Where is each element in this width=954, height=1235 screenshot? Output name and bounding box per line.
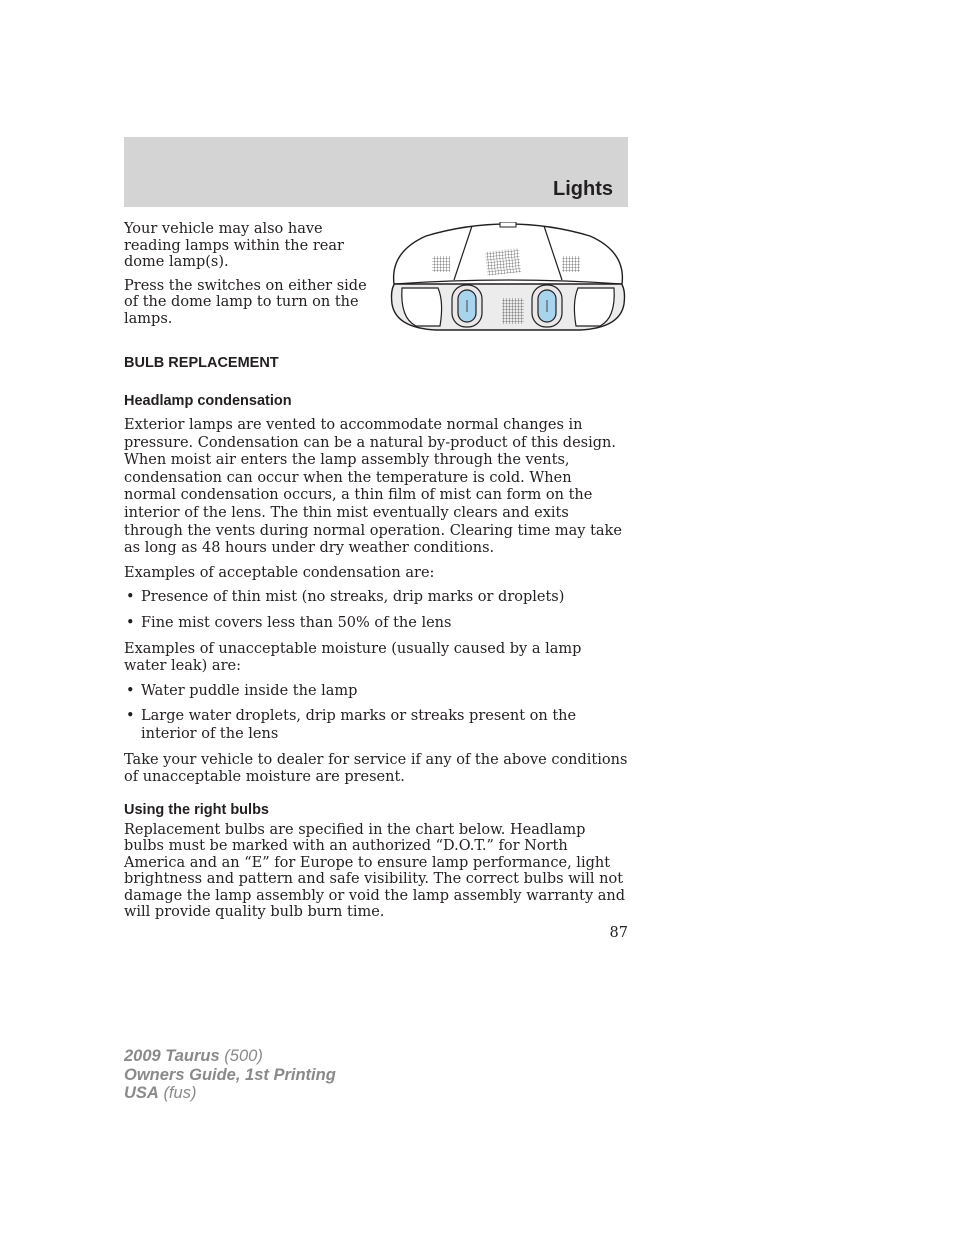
list-item-text: Large water droplets, drip marks or streaks present on the interior of the lens bbox=[141, 708, 577, 742]
section-heading-bulb-replacement: BULB REPLACEMENT bbox=[124, 355, 279, 371]
unacceptable-intro: Examples of unacceptable moisture (usually caused by a lamp water leak) are: bbox=[124, 640, 582, 675]
intro-paragraph-2: Press the switches on either side of the dome lamp to turn on the lamps. bbox=[124, 277, 367, 327]
footer-market-code: (fus) bbox=[163, 1084, 197, 1102]
list-item bbox=[124, 589, 628, 607]
page-number: 87 bbox=[609, 925, 628, 941]
bullet-icon: • bbox=[126, 589, 135, 606]
right-bulbs-paragraph: Replacement bulbs are specified in the chart below. Headlamp bulbs must be marked with an authorized “D.O.T.” for North America and an “E” for Europe to ensure lamp performance, light brightness and pattern and safe visibility. The correct bulbs will not damage the lamp assembly or void the lamp assembly warranty and will provide quality bulb burn time. bbox=[124, 821, 626, 921]
intro-paragraph-1: Your vehicle may also have reading lamps within the rear dome lamp(s). bbox=[124, 221, 344, 270]
intro-text bbox=[124, 221, 380, 334]
list-item-text: Presence of thin mist (no streaks, drip marks or droplets) bbox=[141, 589, 565, 606]
bullet-icon: • bbox=[126, 614, 135, 631]
list-item-text: Fine mist covers less than 50% of the lens bbox=[141, 614, 452, 631]
main-content bbox=[124, 354, 628, 928]
acceptable-intro: Examples of acceptable condensation are: bbox=[124, 564, 435, 581]
footer-model: 2009 Taurus bbox=[124, 1047, 220, 1065]
footer-imprint bbox=[124, 1047, 336, 1103]
service-paragraph: Take your vehicle to dealer for service if any of the above conditions of unacceptable moisture are present. bbox=[124, 751, 628, 786]
list-item bbox=[124, 708, 628, 743]
condensation-paragraph: Exterior lamps are vented to accommodate normal changes in pressure. Condensation can be a natural by-product of this design. When moist air enters the lamp assembly through the vents, condensation can occur when the temperature is cold. When normal condensation occurs, a thin film of mist can form on the interior of the lens. The thin mist eventually clears and exits through the vents during normal operation. Clearing time may take as long as 48 hours under dry weather conditions. bbox=[124, 417, 622, 557]
section-title: Lights bbox=[553, 178, 613, 200]
footer-market: USA bbox=[124, 1084, 159, 1102]
dome-lamp-illustration bbox=[386, 222, 630, 334]
footer-model-code: (500) bbox=[224, 1047, 263, 1065]
subheading-headlamp-condensation: Headlamp condensation bbox=[124, 393, 292, 409]
list-item-text: Water puddle inside the lamp bbox=[141, 682, 358, 699]
subheading-right-bulbs: Using the right bulbs bbox=[124, 801, 269, 818]
list-item bbox=[124, 683, 628, 701]
bullet-icon: • bbox=[126, 682, 135, 699]
list-item bbox=[124, 615, 628, 633]
footer-edition: Owners Guide, 1st Printing bbox=[124, 1065, 336, 1084]
section-header-bar bbox=[124, 137, 628, 207]
bullet-icon: • bbox=[126, 708, 135, 725]
